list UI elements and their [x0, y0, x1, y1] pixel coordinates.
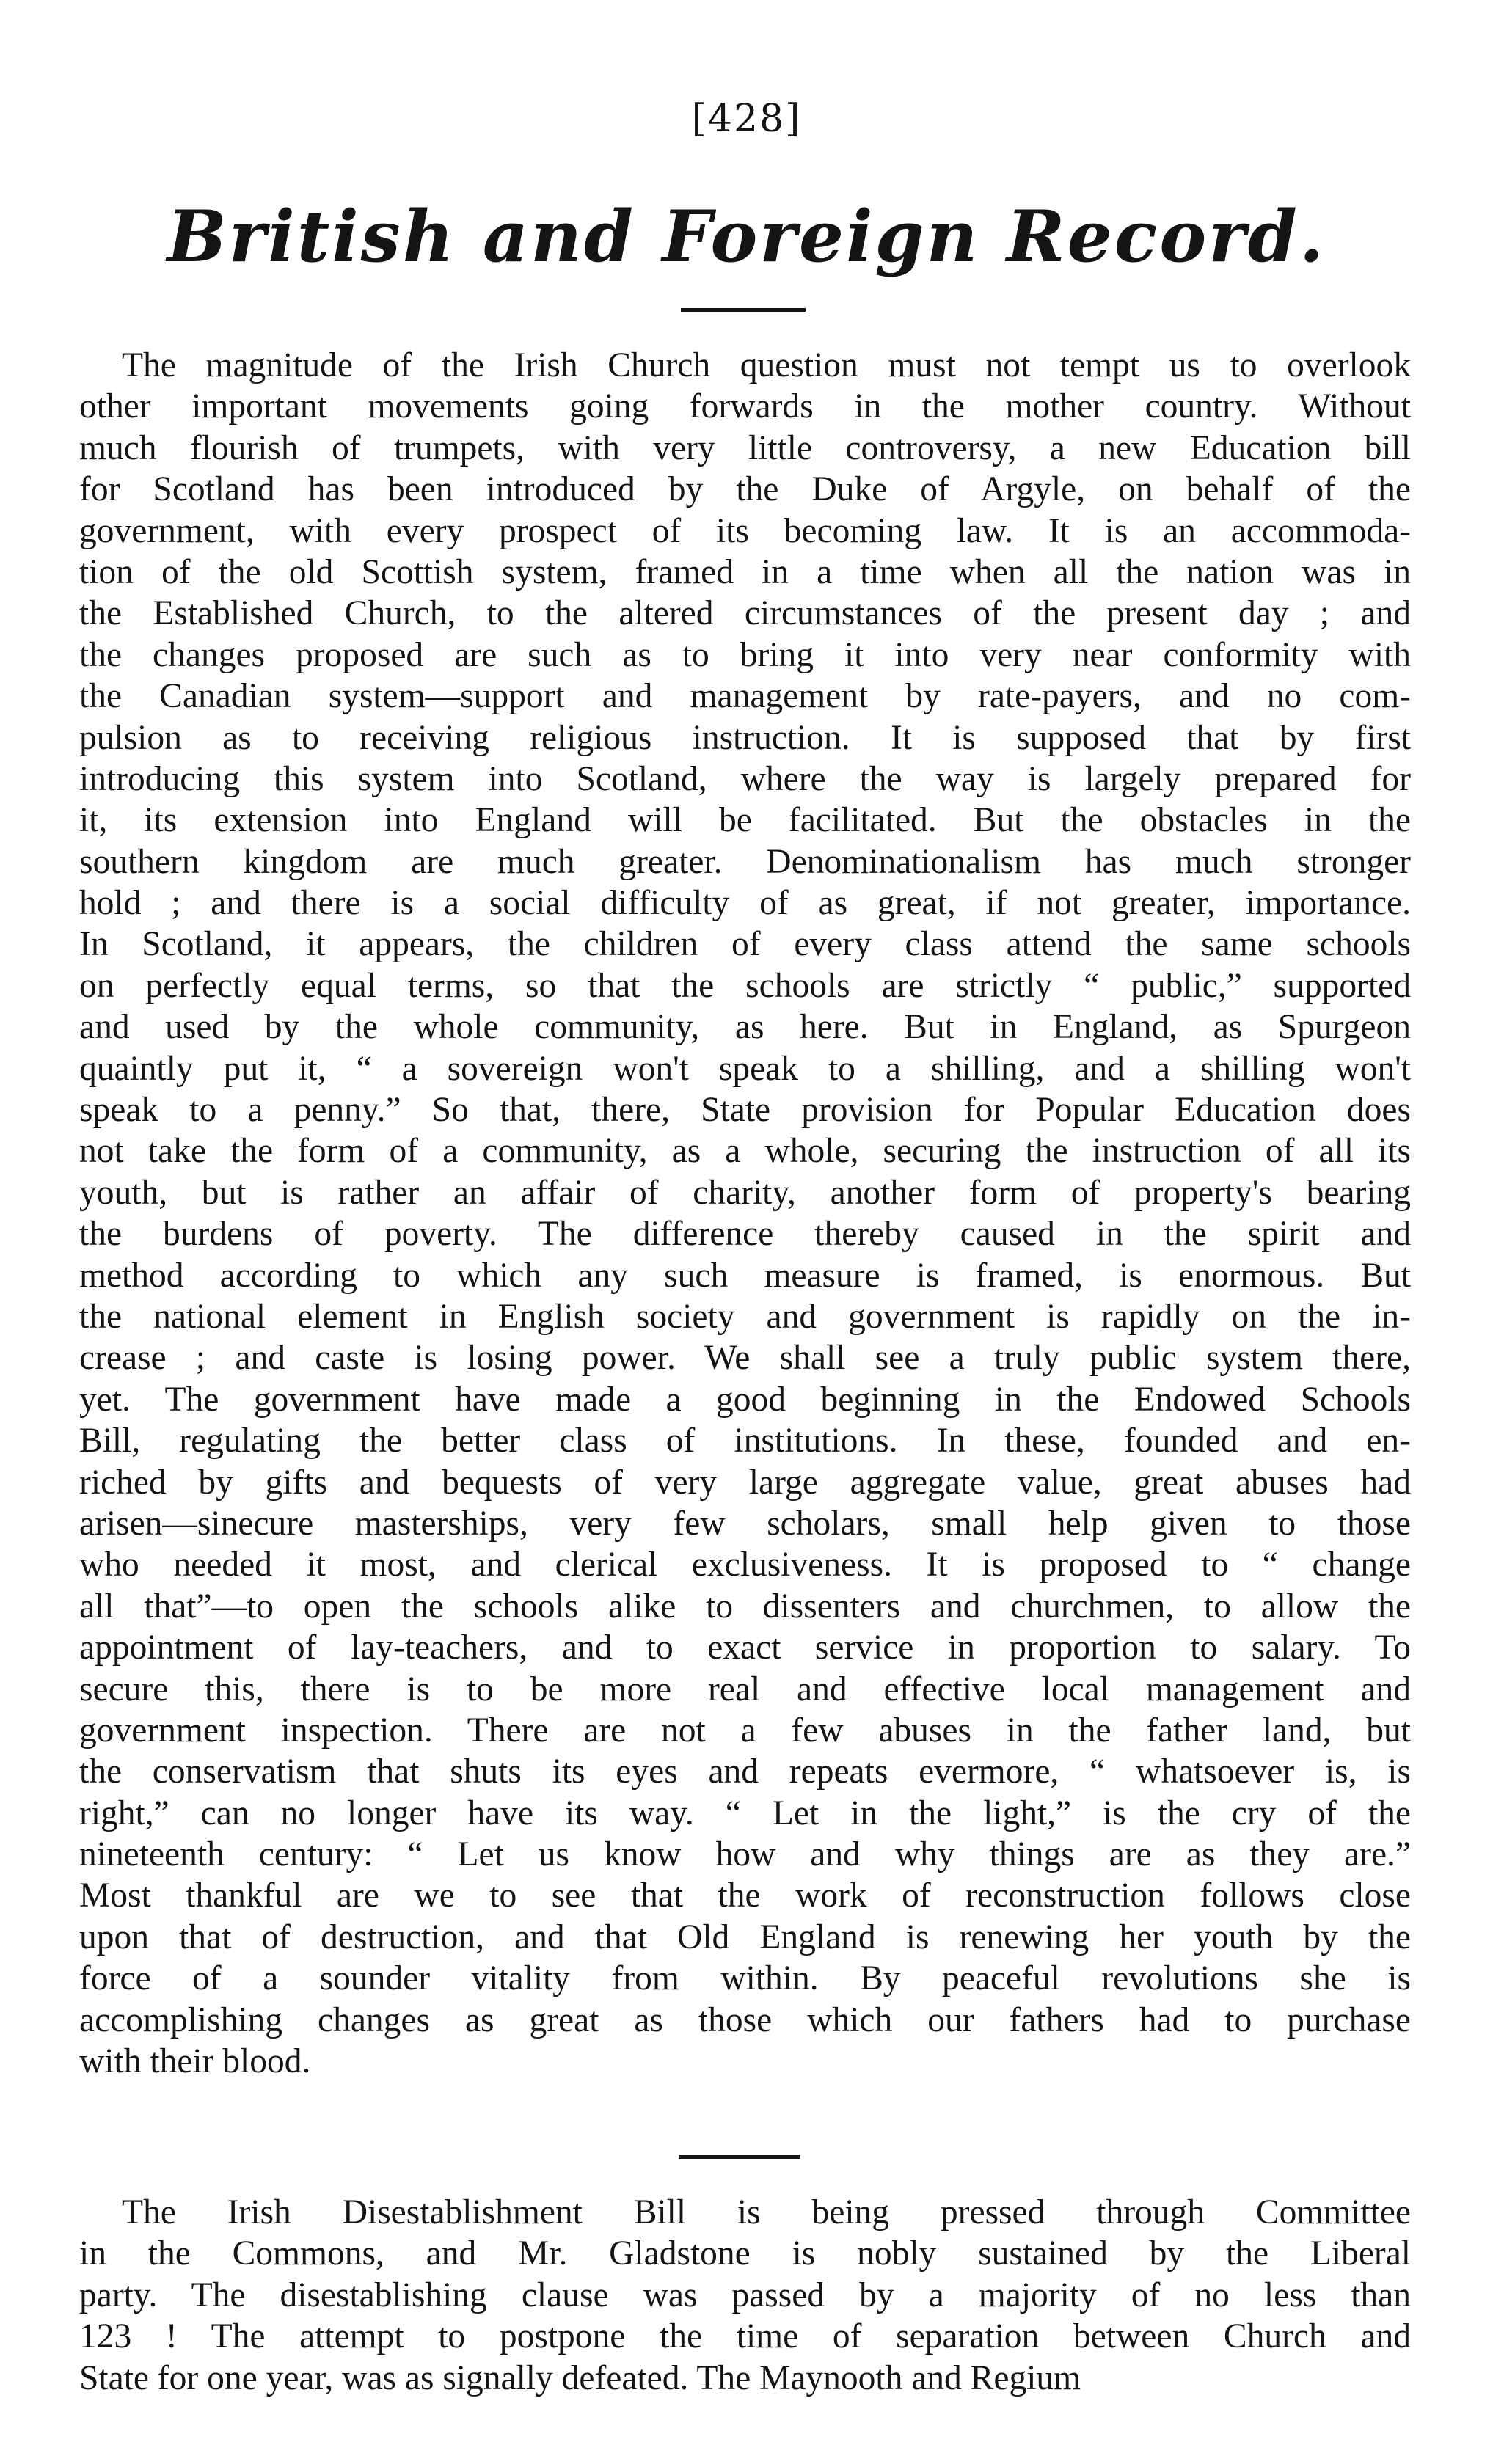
text-line: upon that of destruction, and that Old England is renewing her youth by the	[79, 1918, 1411, 1956]
text-line: The Irish Disestablishment Bill is being pressed through Committee	[122, 2193, 1411, 2231]
text-line: southern kingdom are much greater. Denominationalism has much stronger	[79, 842, 1411, 881]
text-line: the changes proposed are such as to bring it into very near conformity with	[79, 635, 1411, 674]
text-line: speak to a penny.” So that, there, State provision for Popular Education does	[79, 1091, 1411, 1130]
text-line: tion of the old Scottish system, framed in a time when all the nation was in	[79, 552, 1411, 591]
paragraph-education-bill	[79, 345, 1411, 2082]
text-line: The magnitude of the Irish Church question must not tempt us to overlook	[122, 346, 1411, 384]
text-line: government, with every prospect of its becoming law. It is an accommoda-	[79, 511, 1411, 550]
text-line: appointment of lay-teachers, and to exact service in proportion to salary. To	[79, 1628, 1411, 1667]
text-line: in the Commons, and Mr. Gladstone is nobly sustained by the Liberal	[79, 2234, 1411, 2273]
title-divider	[681, 308, 806, 312]
text-line: not take the form of a community, as a whole, securing the instruction of all its	[79, 1132, 1411, 1171]
text-line: yet. The government have made a good beginning in the Endowed Schools	[79, 1380, 1411, 1419]
text-line: the burdens of poverty. The difference thereby caused in the spirit and	[79, 1215, 1411, 1254]
text-line: Bill, regulating the better class of institutions. In these, founded and en-	[79, 1422, 1411, 1461]
text-line: the Established Church, to the altered circumstances of the present day ; and	[79, 594, 1411, 633]
text-line: other important movements going forwards in the mother country. Without	[79, 387, 1411, 426]
text-line: on perfectly equal terms, so that the schools are strictly “ public,” supported	[79, 966, 1411, 1005]
text-line: all that”—to open the schools alike to dissenters and churchmen, to allow the	[79, 1587, 1411, 1626]
text-line: Most thankful are we to see that the work of reconstruction follows close	[79, 1876, 1411, 1915]
text-line: force of a sounder vitality from within. By peaceful revolutions she is	[79, 1959, 1411, 1998]
text-line: who needed it most, and clerical exclusiveness. It is proposed to “ change	[79, 1546, 1411, 1584]
text-line: accomplishing changes as great as those which our fathers had to purchase	[79, 2000, 1411, 2039]
text-line: the Canadian system—support and management by rate-payers, and no com-	[79, 677, 1411, 716]
text-line: it, its extension into England will be facilitated. But the obstacles in the	[79, 801, 1411, 840]
text-line: quaintly put it, “ a sovereign won't speak to a shilling, and a shilling won't	[79, 1049, 1411, 1088]
text-line: riched by gifts and bequests of very large aggregate value, great abuses had	[79, 1463, 1411, 1502]
text-line: party. The disestablishing clause was passed by a majority of no less than	[79, 2275, 1411, 2314]
text-line: the conservatism that shuts its eyes and repeats evermore, “ whatsoever is, is	[79, 1752, 1411, 1791]
text-line: In Scotland, it appears, the children of every class attend the same schools	[79, 925, 1411, 964]
text-line: for Scotland has been introduced by the Duke of Argyle, on behalf of the	[79, 470, 1411, 509]
text-line: introducing this system into Scotland, where the way is largely prepared for	[79, 759, 1411, 798]
text-line: right,” can no longer have its way. “ Let in the light,” is the cry of the	[79, 1794, 1411, 1832]
text-line: 123 ! The attempt to postpone the time of separation between Church and	[79, 2317, 1411, 2356]
paragraph-disestablishment-bill	[79, 2192, 1411, 2399]
text-line: State for one year, was as signally defeated. The Maynooth and Regium	[79, 2358, 1081, 2397]
text-line: government inspection. There are not a few abuses in the father land, but	[79, 1711, 1411, 1750]
text-line: nineteenth century: “ Let us know how and why things are as they are.”	[79, 1835, 1411, 1874]
text-line: secure this, there is to be more real and effective local management and	[79, 1670, 1411, 1708]
text-line: the national element in English society and government is rapidly on the in-	[79, 1297, 1411, 1336]
page-number: [428]	[691, 97, 802, 141]
section-title: British and Foreign Record.	[167, 195, 1326, 278]
text-line: hold ; and there is a social difficulty of as great, if not greater, importance.	[79, 884, 1411, 923]
text-line: arisen—sinecure masterships, very few scholars, small help given to those	[79, 1504, 1411, 1543]
text-line: crease ; and caste is losing power. We shall see a truly public system there,	[79, 1339, 1411, 1378]
section-divider	[679, 2155, 800, 2159]
text-line: much flourish of trumpets, with very little controversy, a new Education bill	[79, 428, 1411, 467]
text-line: and used by the whole community, as here. But in England, as Spurgeon	[79, 1008, 1411, 1047]
text-line: method according to which any such measure is framed, is enormous. But	[79, 1256, 1411, 1295]
text-line: with their blood.	[79, 2042, 311, 2081]
text-line: pulsion as to receiving religious instruction. It is supposed that by first	[79, 718, 1411, 757]
text-line: youth, but is rather an affair of charity, another form of property's bearing	[79, 1173, 1411, 1212]
